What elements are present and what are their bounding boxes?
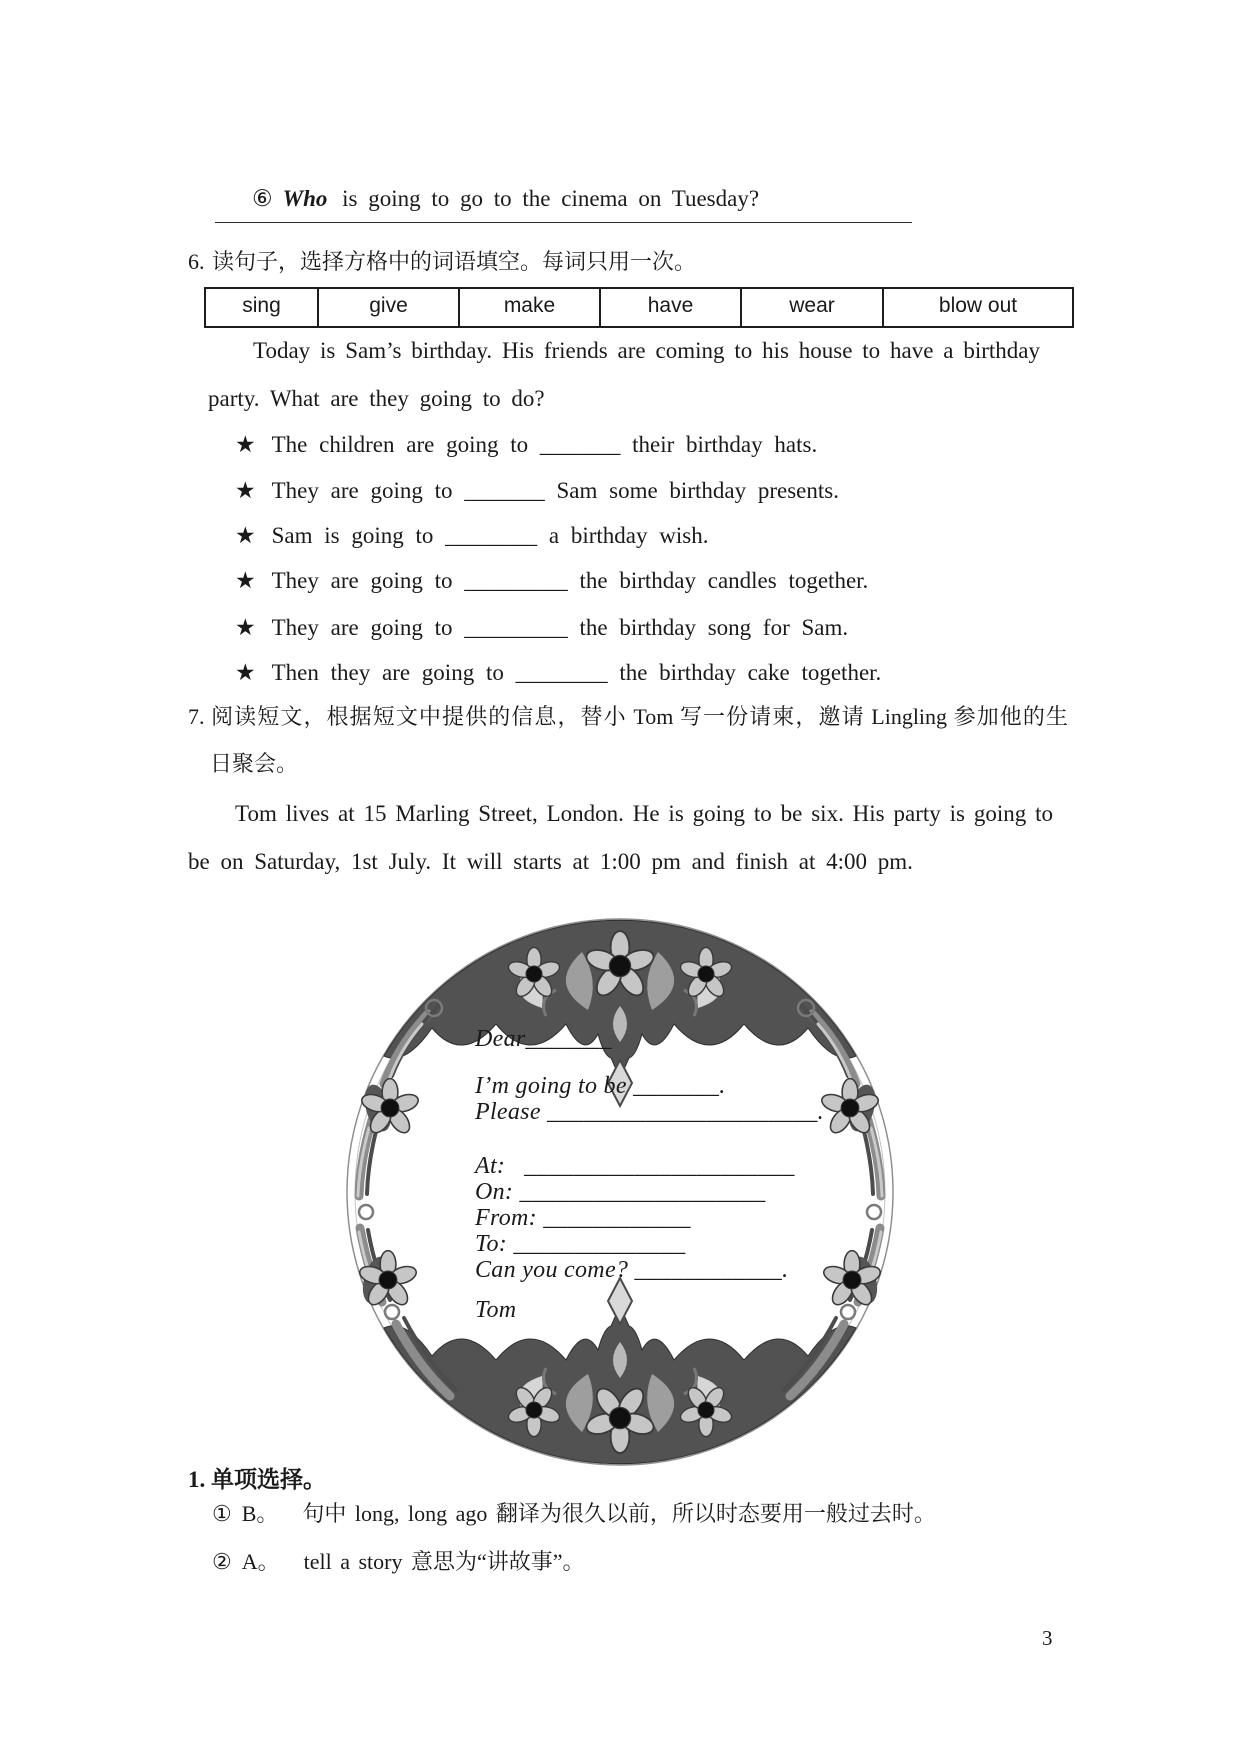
- item-marker: ②: [212, 1549, 232, 1574]
- answer-explanation: 句中 long, long ago 翻译为很久以前，所以时态要用一般过去时。: [302, 1501, 936, 1526]
- fill-blank-item: [235, 478, 839, 504]
- section6-heading: 6. 读句子，选择方格中的词语填空。每词只用一次。: [188, 249, 697, 274]
- star-bullet: ★: [235, 568, 256, 593]
- invitation-can-line: Can you come? ____________.: [475, 1257, 789, 1283]
- answer-key-item: [212, 1545, 585, 1576]
- star-bullet: ★: [235, 615, 256, 640]
- invitation-from-line: From: ____________: [475, 1205, 691, 1231]
- word-bank-table: [204, 287, 1074, 328]
- answer-letter: B。: [241, 1501, 279, 1526]
- word-bank-cell: give: [317, 289, 458, 326]
- invitation-on-line: On: ____________________: [475, 1179, 766, 1205]
- invitation-signature: Tom: [475, 1297, 517, 1323]
- passage-line-1: Tom lives at 15 Marling Street, London. He is going to be six. His party is going to: [235, 801, 1053, 826]
- fill-blank-sentence: They are going to _______ Sam some birthday presents.: [271, 478, 839, 503]
- answer-explanation: tell a story 意思为“讲故事”。: [303, 1549, 585, 1574]
- fill-blank-sentence: The children are going to _______ their birthday hats.: [271, 432, 818, 457]
- star-bullet: ★: [235, 523, 256, 548]
- word-bank-cell: wear: [740, 289, 882, 326]
- fill-blank-sentence: They are going to _________ the birthday candles together.: [271, 568, 869, 593]
- word-bank-cell: blow out: [882, 289, 1072, 326]
- star-bullet: ★: [235, 660, 256, 685]
- star-bullet: ★: [235, 432, 256, 457]
- answer-letter: A。: [241, 1549, 280, 1574]
- invitation-dear-line: Dear_______: [475, 1026, 612, 1052]
- star-bullet: ★: [235, 478, 256, 503]
- question-keyword: Who: [282, 185, 328, 211]
- fill-blank-sentence: Sam is going to ________ a birthday wish.: [271, 523, 709, 548]
- intro-line-1: Today is Sam’s birthday. His friends are coming to his house to have a birthday: [253, 338, 1040, 363]
- fill-blank-sentence: They are going to _________ the birthday song for Sam.: [271, 615, 849, 640]
- invitation-to-line: To: ______________: [475, 1231, 686, 1257]
- fill-blank-sentence: Then they are going to ________ the birthday cake together.: [271, 660, 882, 685]
- word-bank-cell: have: [599, 289, 740, 326]
- fill-blank-item: [235, 523, 708, 549]
- section7-heading-line1: 7. 阅读短文，根据短文中提供的信息，替小 Tom 写一份请柬，邀请 Lingling 参加他的生: [188, 704, 1068, 729]
- invitation-going-line: I’m going to be _______.: [475, 1073, 726, 1099]
- answer-key-heading: 1. 单项选择。: [188, 1467, 326, 1492]
- intro-line-2: party. What are they going to do?: [208, 386, 545, 411]
- word-bank-cell: make: [458, 289, 599, 326]
- fill-blank-item: [235, 432, 817, 458]
- fill-blank-item: [235, 660, 881, 686]
- question-text: is going to go to the cinema on Tuesday?: [342, 185, 760, 211]
- invitation-at-line: At: ______________________: [475, 1153, 795, 1179]
- answer-blank-line: [215, 200, 912, 223]
- passage-line-2: be on Saturday, 1st July. It will starts at 1:00 pm and finish at 4:00 pm.: [188, 849, 913, 874]
- item-marker: ①: [212, 1501, 232, 1526]
- invitation-please-line: Please ______________________.: [475, 1099, 824, 1125]
- word-bank-cell: sing: [242, 294, 281, 317]
- fill-blank-item: [235, 615, 848, 641]
- section7-heading-line2: 日聚会。: [210, 751, 299, 776]
- answer-key-item: [212, 1497, 936, 1528]
- page-number: 3: [1042, 1626, 1053, 1650]
- item-marker: ⑥: [252, 185, 273, 211]
- fill-blank-item: [235, 568, 868, 594]
